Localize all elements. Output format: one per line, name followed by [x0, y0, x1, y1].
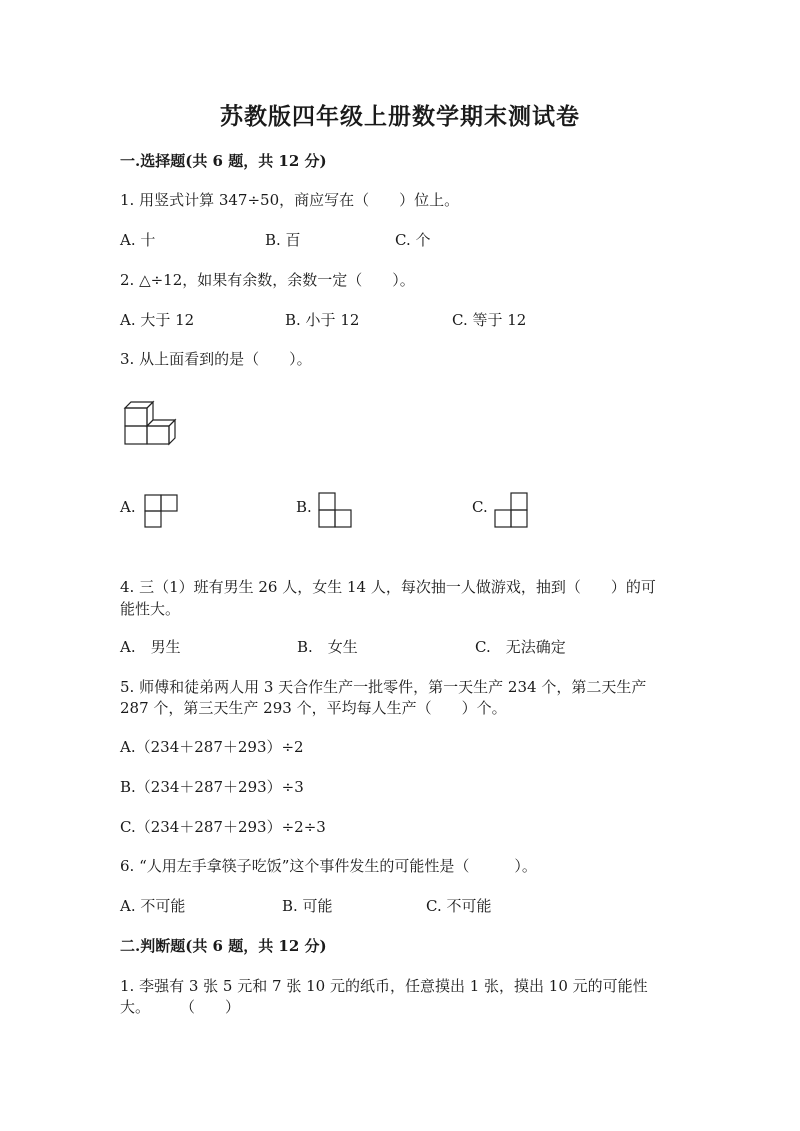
question-3: 3. 从上面看到的是（ ）。: [120, 350, 312, 368]
question-4-line-1: 4. 三（1）班有男生 26 人，女生 14 人，每次抽一人做游戏，抽到（ ）的可: [120, 578, 656, 596]
question-6: 6. “人用左手拿筷子吃饭”这个事件发生的可能性是（ ）。: [120, 857, 537, 875]
q3-option-a: A.: [120, 498, 136, 516]
question-1: 1. 用竖式计算 347÷50，商应写在（ ）位上。: [120, 191, 460, 209]
question-5-line-1: 5. 师傅和徒弟两人用 3 天合作生产一批零件，第一天生产 234 个，第二天生产: [120, 678, 647, 696]
question-2: 2. △÷12，如果有余数，余数一定（ ）。: [120, 271, 415, 289]
q3-option-b-grid-icon: [318, 492, 352, 528]
judgement-1-line-2: 大。 （ ）: [120, 998, 241, 1016]
q1-option-a: A. 十: [120, 231, 156, 249]
q6-option-a: A. 不可能: [120, 897, 186, 915]
q2-option-b: B. 小于 12: [285, 311, 360, 329]
q3-option-c-grid-icon: [494, 492, 528, 528]
q4-option-c: C. 无法确定: [475, 638, 566, 656]
q6-option-c: C. 不可能: [426, 897, 492, 915]
q3-option-a-grid-icon: [144, 494, 178, 528]
judgement-1-line-1: 1. 李强有 3 张 5 元和 7 张 10 元的纸币，任意摸出 1 张，摸出 10 元的可能性: [120, 977, 648, 995]
q4-option-a: A. 男生: [120, 638, 181, 656]
q5-option-a: A.（234＋287＋293）÷2: [120, 738, 304, 756]
q1-option-b: B. 百: [265, 231, 301, 249]
q5-option-b: B.（234＋287＋293）÷3: [120, 778, 304, 796]
q5-option-c: C.（234＋287＋293）÷2÷3: [120, 818, 326, 836]
q4-option-b: B. 女生: [297, 638, 358, 656]
q3-option-b: B.: [296, 498, 312, 516]
q2-option-c: C. 等于 12: [452, 311, 527, 329]
question-5-line-2: 287 个，第三天生产 293 个，平均每人生产（ ）个。: [120, 699, 507, 717]
page-title: 苏教版四年级上册数学期末测试卷: [220, 103, 580, 130]
q2-option-a: A. 大于 12: [120, 311, 195, 329]
q1-option-c: C. 个: [395, 231, 431, 249]
section-heading-choice: 一.选择题(共 6 题，共 12 分): [120, 152, 327, 170]
q6-option-b: B. 可能: [282, 897, 333, 915]
section-heading-judgement: 二.判断题(共 6 题，共 12 分): [120, 937, 327, 955]
q3-option-c: C.: [472, 498, 488, 516]
question-4-line-2: 能性大。: [120, 600, 181, 618]
cube-stack-figure: [120, 400, 182, 448]
